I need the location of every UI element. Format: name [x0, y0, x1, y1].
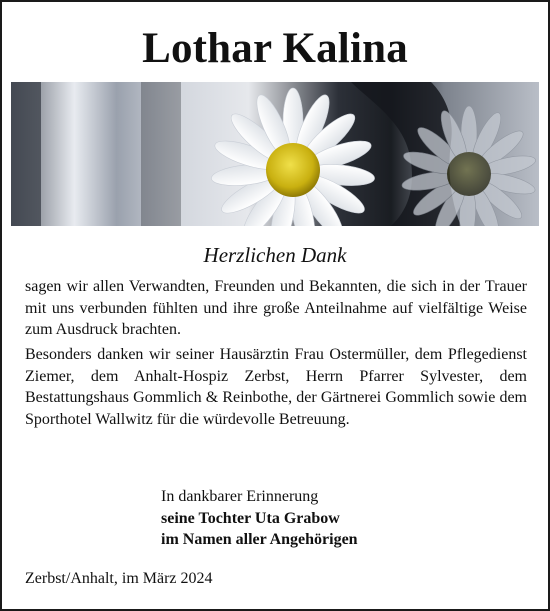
place-and-date: Zerbst/Anhalt, im März 2024 [25, 570, 213, 587]
special-thanks-paragraph: Besonders danken wir seiner Hausärztin Frau Ostermüller, dem Pflegedienst Ziemer, dem Anhalt-Hospiz Zerbst, Herrn Pfarrer Sylvester, dem Bestattungshaus Gommlich & Reinbothe, der Gärtnerei Gommlich sowie dem Sporthotel Wallwitz für die würdevolle Betreuung. [25, 346, 527, 428]
signature-line-relatives: im Namen aller Angehörigen [161, 531, 358, 548]
daisy-photo [11, 82, 539, 226]
signature-block [161, 486, 358, 551]
signature-line-remembrance: In dankbarer Erinnerung [161, 488, 319, 505]
thanks-paragraph: sagen wir allen Verwandten, Freunden und Bekannten, die sich in der Trauer mit uns verbunden fühlten und ihre große Anteilnahme auf vielfältige Weise zum Ausdruck brachten. [25, 278, 527, 338]
signature-line-daughter: seine Tochter Uta Grabow [161, 509, 340, 527]
deceased-name: Lothar Kalina [142, 25, 408, 72]
thanks-heading: Herzlichen Dank [203, 243, 347, 267]
